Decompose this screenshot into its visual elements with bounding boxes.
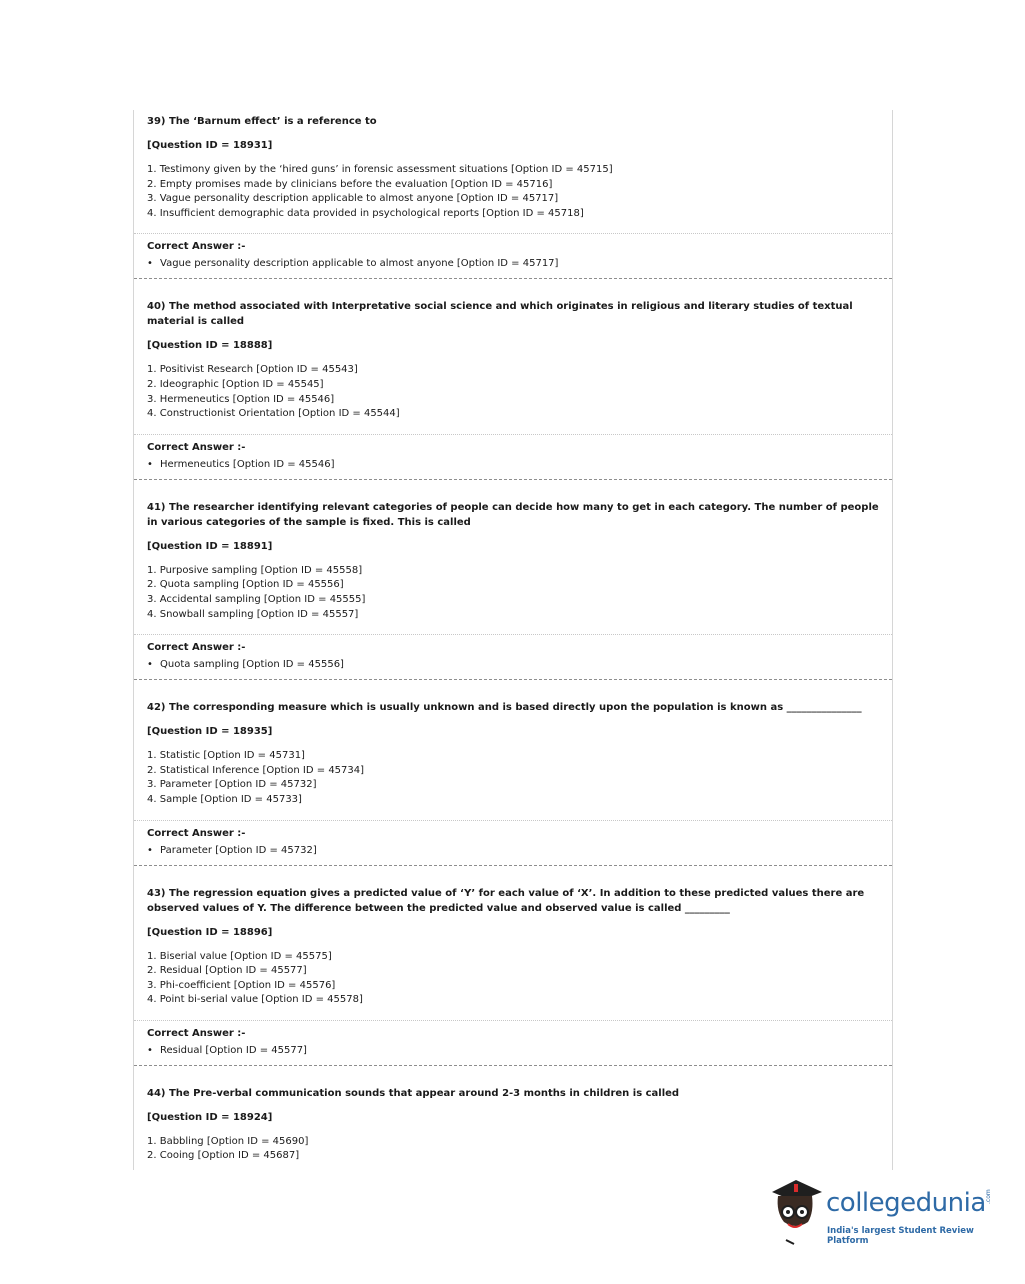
option: 1. Testimony given by the ‘hired guns’ in forensic assessment situations [Option ID = 45715] — [147, 164, 613, 175]
correct-answer — [134, 434, 892, 472]
question-44 — [134, 1066, 892, 1164]
correct-answer — [134, 634, 892, 672]
option: 2. Empty promises made by clinicians before the evaluation [Option ID = 45716] — [147, 178, 553, 190]
option: 3. Phi-coefficient [Option ID = 45576] — [147, 979, 336, 991]
correct-answer-label: Correct Answer :- — [147, 1027, 246, 1039]
option: 4. Constructionist Orientation [Option ID = 45544] — [147, 408, 400, 420]
option: 4. Snowball sampling [Option ID = 45557] — [147, 608, 359, 620]
option: 1. Positivist Research [Option ID = 45543] — [147, 364, 358, 376]
correct-answer — [134, 1020, 892, 1058]
question-title: 39) The ‘Barnum effect’ is a reference to — [147, 116, 377, 127]
correct-answer-value: • Vague personality description applicable to almost anyone [Option ID = 45717] — [147, 258, 559, 270]
correct-answer — [134, 233, 892, 271]
option: 2. Statistical Inference [Option ID = 45734] — [147, 764, 365, 776]
option: 1. Statistic [Option ID = 45731] — [147, 750, 305, 762]
option: 4. Insufficient demographic data provided in psychological reports [Option ID = 45718] — [147, 207, 584, 219]
correct-answer-label: Correct Answer :- — [147, 441, 246, 453]
options-list — [147, 163, 892, 221]
option: 1. Purposive sampling [Option ID = 45558] — [147, 564, 363, 576]
correct-answer — [134, 820, 892, 858]
option: 2. Residual [Option ID = 45577] — [147, 965, 307, 977]
option: 1. Babbling [Option ID = 45690] — [147, 1135, 309, 1147]
option: 2. Cooing [Option ID = 45687] — [147, 1150, 300, 1162]
logo-tagline: India's largest Student Review Platform — [827, 1226, 974, 1246]
options-list — [147, 950, 892, 1008]
option: 2. Ideographic [Option ID = 45545] — [147, 378, 324, 390]
question-paper — [133, 110, 893, 1170]
question-title: 43) The regression equation gives a predicted value of ‘Y’ for each value of ‘X’. In addition to these predicted values there are observed values of Y. The difference between the predicted value and observed value is called _________ — [147, 887, 865, 914]
question-43 — [134, 866, 892, 1058]
question-42 — [134, 680, 892, 857]
question-id: [Question ID = 18896] — [147, 926, 273, 938]
collegedunia-logo — [766, 1178, 996, 1248]
question-41 — [134, 480, 892, 672]
question-title: 40) The method associated with Interpretative social science and which originates in religious and literary studies of textual material is called — [147, 301, 853, 328]
logo-wordmark: collegedunia — [826, 1188, 986, 1218]
options-list — [147, 1135, 892, 1164]
question-id: [Question ID = 18888] — [147, 340, 273, 352]
correct-answer-value: • Quota sampling [Option ID = 45556] — [147, 659, 344, 671]
option: 3. Parameter [Option ID = 45732] — [147, 779, 317, 791]
correct-answer-value: • Parameter [Option ID = 45732] — [147, 844, 317, 856]
correct-answer-label: Correct Answer :- — [147, 642, 246, 654]
options-list — [147, 564, 892, 622]
correct-answer-label: Correct Answer :- — [147, 241, 246, 253]
option: 3. Vague personality description applicable to almost anyone [Option ID = 45717] — [147, 193, 559, 205]
question-id: [Question ID = 18931] — [147, 140, 273, 151]
mascot-icon — [766, 1178, 826, 1248]
option: 4. Point bi-serial value [Option ID = 45578] — [147, 994, 363, 1006]
option: 1. Biserial value [Option ID = 45575] — [147, 950, 332, 962]
question-39 — [134, 110, 892, 271]
question-id: [Question ID = 18935] — [147, 726, 273, 738]
logo-suffix: .com — [985, 1189, 992, 1204]
options-list — [147, 363, 892, 421]
question-title: 41) The researcher identifying relevant categories of people can decide how many to get in each category. The number of people in various categories of the sample is fixed. This is called — [147, 501, 879, 528]
options-list — [147, 749, 892, 807]
question-title: 44) The Pre-verbal communication sounds that appear around 2-3 months in children is called — [147, 1087, 680, 1099]
option: 3. Hermeneutics [Option ID = 45546] — [147, 393, 335, 405]
question-title: 42) The corresponding measure which is usually unknown and is based directly upon the population is known as _______________ — [147, 702, 862, 714]
correct-answer-value: • Residual [Option ID = 45577] — [147, 1044, 307, 1056]
question-id: [Question ID = 18891] — [147, 540, 273, 552]
question-40 — [134, 279, 892, 471]
correct-answer-value: • Hermeneutics [Option ID = 45546] — [147, 458, 335, 470]
correct-answer-label: Correct Answer :- — [147, 827, 246, 839]
question-id: [Question ID = 18924] — [147, 1111, 273, 1123]
option: 2. Quota sampling [Option ID = 45556] — [147, 579, 344, 591]
option: 3. Accidental sampling [Option ID = 45555] — [147, 593, 366, 605]
option: 4. Sample [Option ID = 45733] — [147, 793, 302, 805]
